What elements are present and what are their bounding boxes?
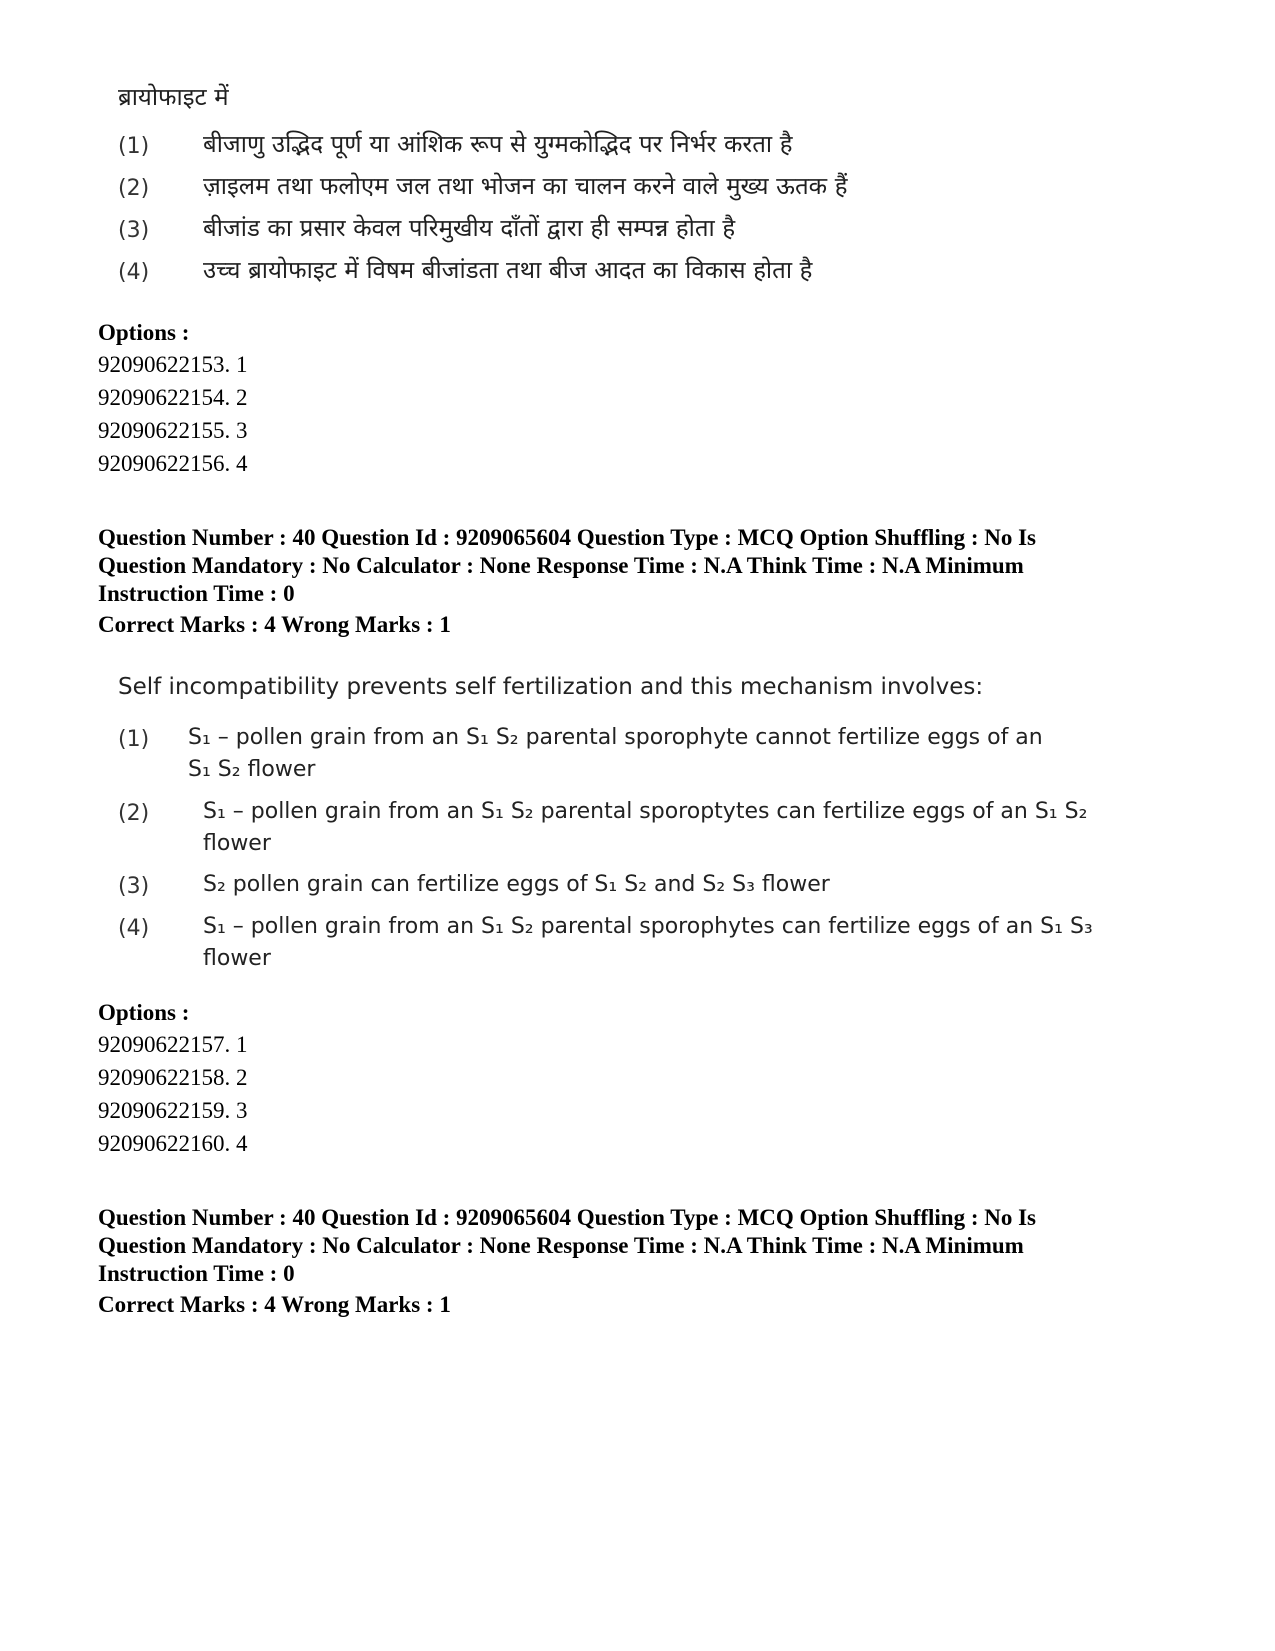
option-id: 92090622158. 2 xyxy=(98,1065,248,1090)
option-number: (3) xyxy=(118,874,150,899)
question-meta xyxy=(98,524,1178,608)
option-id: 92090622154. 2 xyxy=(98,385,248,410)
option-text: बीजांड का प्रसार केवल परिमुखीय दाँतों द्वारा ही सम्पन्न होता है xyxy=(203,214,736,242)
option-line: S₁ – pollen grain from an S₁ S₂ parental sporoptytes can fertilize eggs of an S₁ S₂ xyxy=(203,799,1088,824)
marks-info: Correct Marks : 4 Wrong Marks : 1 xyxy=(98,1292,451,1317)
option-id: 92090622155. 3 xyxy=(98,418,248,443)
option-number: (2) xyxy=(118,176,150,201)
meta-line: Instruction Time : 0 xyxy=(98,1261,295,1286)
option-text: उच्च ब्रायोफाइट में विषम बीजांडता तथा बीज आदत का विकास होता है xyxy=(203,256,813,284)
option-id: 92090622156. 4 xyxy=(98,451,248,476)
option-id: 92090622157. 1 xyxy=(98,1032,248,1057)
meta-line: Question Mandatory : No Calculator : None Response Time : N.A Think Time : N.A Minimum xyxy=(98,553,1024,578)
meta-line: Instruction Time : 0 xyxy=(98,581,295,606)
option-number: (3) xyxy=(118,218,150,243)
options-heading: Options : xyxy=(98,1000,190,1025)
option-text: बीजाणु उद्भिद पूर्ण या आंशिक रूप से युग्मकोद्भिद पर निर्भर करता है xyxy=(203,130,793,158)
option-line: S₂ pollen grain can fertilize eggs of S₁ S₂ and S₂ S₃ flower xyxy=(203,872,830,897)
question-meta xyxy=(98,1204,1178,1288)
option-text xyxy=(203,796,1087,860)
option-line: S₁ – pollen grain from an S₁ S₂ parental sporophyte cannot fertilize eggs of an xyxy=(188,725,1043,750)
meta-line: Question Mandatory : No Calculator : None Response Time : N.A Think Time : N.A Minimum xyxy=(98,1233,1024,1258)
marks-info: Correct Marks : 4 Wrong Marks : 1 xyxy=(98,612,451,637)
option-line: S₁ S₂ flower xyxy=(188,757,316,782)
option-text xyxy=(203,911,1093,975)
option-number: (2) xyxy=(118,801,150,826)
option-id: 92090622160. 4 xyxy=(98,1131,248,1156)
meta-line: Question Number : 40 Question Id : 9209065604 Question Type : MCQ Option Shuffling : No Is xyxy=(98,1205,1037,1230)
option-text xyxy=(203,869,830,901)
question-title: Self incompatibility prevents self fertilization and this mechanism involves: xyxy=(118,674,984,700)
option-number: (1) xyxy=(118,134,150,159)
option-number: (4) xyxy=(118,916,150,941)
option-text: ज़ाइलम तथा फलोएम जल तथा भोजन का चालन करने वाले मुख्य ऊतक हैं xyxy=(203,172,848,200)
option-id: 92090622153. 1 xyxy=(98,352,248,377)
option-id: 92090622159. 3 xyxy=(98,1098,248,1123)
question-title: ब्रायोफाइट में xyxy=(118,83,229,111)
meta-line: Question Number : 40 Question Id : 9209065604 Question Type : MCQ Option Shuffling : No Is xyxy=(98,525,1037,550)
option-text xyxy=(188,722,1043,786)
option-number: (4) xyxy=(118,260,150,285)
option-line: S₁ – pollen grain from an S₁ S₂ parental sporophytes can fertilize eggs of an S₁ S₃ xyxy=(203,914,1093,939)
options-heading: Options : xyxy=(98,320,190,345)
option-line: flower xyxy=(203,946,271,971)
option-number: (1) xyxy=(118,727,150,752)
option-line: flower xyxy=(203,831,271,856)
